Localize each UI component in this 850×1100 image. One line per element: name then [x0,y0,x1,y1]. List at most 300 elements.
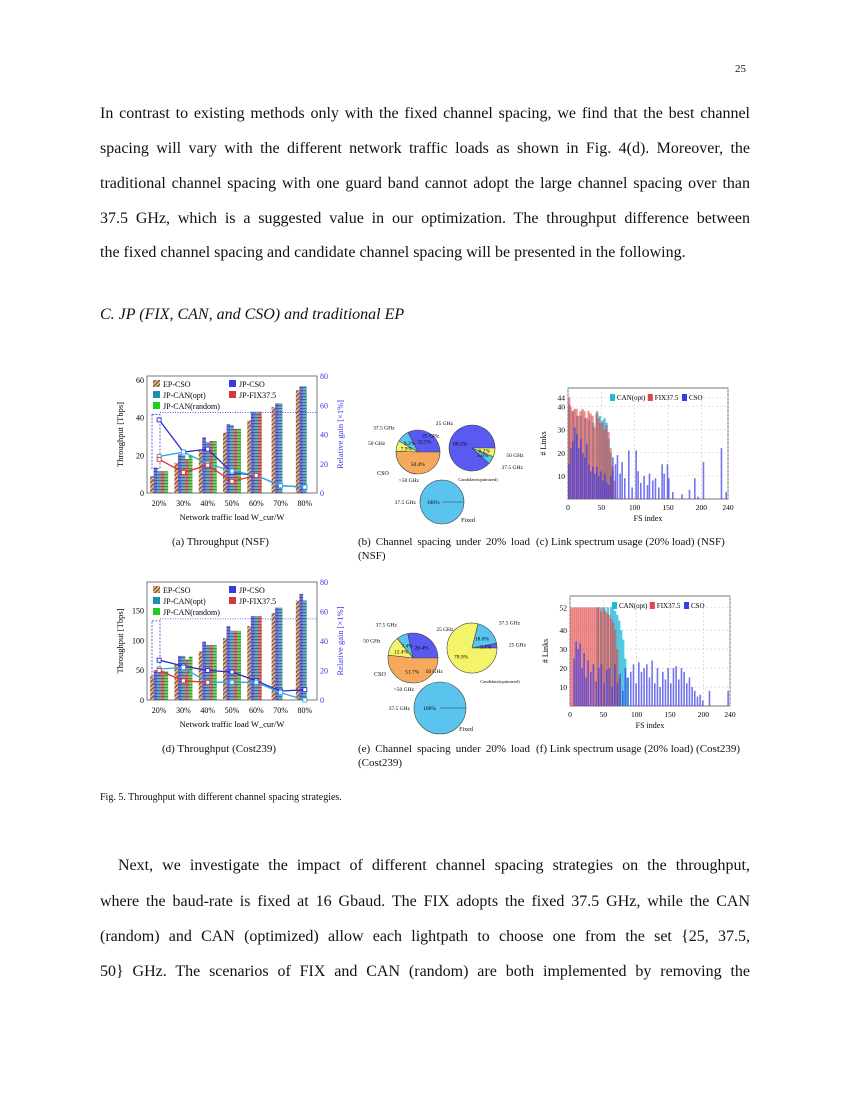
legend-swatch [153,608,160,615]
histogram-bar [633,664,635,706]
text-line: 50} GHz. The scenarios of FIX and CAN (random) are both implemented by removing the [100,963,750,980]
histogram-bar [697,697,699,706]
bar [272,407,276,493]
pie-percent-label: 32.5% [417,439,432,446]
gain-marker [206,447,210,451]
histogram-bar [617,683,619,706]
y-tick-label: 20 [557,448,565,458]
bar-hatch [258,412,262,493]
pie-percent-label: 3.1% [479,644,492,651]
histogram-bar [598,668,600,706]
pie-percent-label: 78.9% [454,654,469,661]
y-tick-label: 50 [136,666,144,676]
bar-hatch [251,412,255,493]
bar [199,651,203,700]
histogram-bar [621,462,623,499]
legend-label: EP-CSO [163,586,191,595]
bar-hatch [258,616,262,700]
gain-marker [230,479,234,483]
y-axis-label: # Links [541,638,550,664]
histogram-bar [625,668,627,706]
histogram-bar [612,457,614,499]
histogram-bar [703,462,705,499]
legend-label: JP-CSO [239,380,265,389]
pie-title: CSO [374,672,386,678]
histogram-bar [727,691,729,706]
histogram-bar [635,683,637,706]
y2-axis-label: Relative gain [×1%] [335,400,345,469]
histogram-bar [725,492,727,499]
x-tick-label: 30% [176,706,191,715]
histogram-bar [610,476,612,499]
section-heading: C. JP (FIX, CAN, and CSO) and traditional EP [100,306,405,323]
histogram-bar [667,668,669,706]
histogram-bar [593,664,595,706]
bar-hatch [234,631,238,700]
x-tick-label: 30% [176,499,191,508]
histogram-bar [575,642,577,706]
subcaption-a: (a) Throughput (NSF) [172,536,269,548]
bar [296,600,300,700]
x-tick-label: 200 [695,503,707,512]
legend-label: FIX37.5 [654,394,679,402]
histogram-bar [627,678,629,706]
pie-percent-label: 7.4% [401,643,413,650]
histogram-bar [651,660,653,706]
x-tick-label: 50 [597,503,606,512]
spectrum-chart-f [541,596,736,730]
text-line: spacing will vary with the different network traffic loads as shown in Fig. 4(d). Moreover, the [100,140,750,157]
x-tick-label: 80% [297,706,313,715]
y-tick-label: 40 [557,402,565,412]
y-tick-label: 30 [559,645,567,655]
gain-marker [279,484,283,488]
y2-tick-label: 40 [320,430,328,440]
bar-hatch [303,600,307,700]
page-number: 25 [735,63,746,75]
bar-hatch [154,468,158,493]
pie-title: Candidate(optimized) [458,477,498,482]
text-line: where the baud-rate is fixed at 16 Gbaud. The FIX adopts the fixed 37.5 GHz, while the CAN [100,893,750,910]
y2-tick-label: 60 [320,401,328,411]
pie-percent-label: 28.4% [414,645,429,652]
legend-swatch [153,597,160,604]
pie-category-label: >50 GHz [393,687,414,693]
histogram-bar [678,679,680,706]
pie-category-label: 50 GHz [506,452,524,459]
pie-percent-label: 12.4% [393,649,409,656]
gain-marker [303,485,307,489]
pie-category-label: 25 GHz [422,433,440,440]
histogram-bar [662,672,664,706]
bar [296,390,300,493]
gain-marker [181,450,185,454]
text-line: 37.5 GHz, which is a suggested value in our optimization. The throughput difference between [100,210,750,227]
histogram-bar [604,474,606,499]
histogram-bar [595,681,597,706]
gain-marker [157,658,161,662]
y2-tick-label: 20 [320,459,328,469]
legend-swatch [229,380,236,387]
text-line: the fixed channel spacing and candidate channel spacing will be presented in the following. [100,244,686,261]
histogram-bar [646,664,648,706]
histogram-bar [658,487,660,499]
legend-label: CAN(opt) [619,602,648,610]
histogram-bar [611,687,613,706]
bar [199,450,203,493]
pie-category-label: 25 GHz [436,627,454,634]
legend-label: FIX37.5 [656,602,681,610]
y2-tick-label: 20 [320,666,328,676]
legend-swatch [684,602,689,609]
histogram-bar [608,485,610,499]
x-tick-label: 0 [566,503,570,512]
legend-swatch [648,394,653,401]
histogram-bar [654,683,656,706]
bar-hatch [275,403,279,493]
legend-swatch [612,602,617,609]
histogram-bar [661,464,663,499]
gain-marker [206,463,210,467]
bar [150,476,154,493]
bar-hatch [178,656,182,700]
legend-label: EP-CSO [163,380,191,389]
histogram-bar [652,481,654,500]
bar-hatch [237,631,241,700]
x-tick-label: 200 [697,710,709,719]
histogram-bar [619,674,621,706]
histogram-bar [587,660,589,706]
figure-caption: Fig. 5. Throughput with different channel spacing strategies. [100,792,342,803]
gain-marker [230,680,234,684]
x-axis-label: FS index [633,514,663,523]
histogram-bar [659,687,661,706]
bar [223,433,227,493]
histogram-bar [649,678,651,706]
histogram-bar [637,471,639,499]
histogram-bar [585,678,587,706]
pie-category-label: 37.5 GHz [373,425,395,432]
gain-marker [181,679,185,683]
pie-shapes [396,425,495,524]
histogram-bar [691,687,693,706]
gain-marker [181,666,185,670]
gain-marker [303,698,307,702]
bar-hatch [213,441,217,493]
bar [174,664,178,700]
histogram-bar [668,478,670,499]
bar-hatch [157,670,161,700]
gain-marker [303,688,307,692]
x-axis-label: Network traffic load W_cur/W [179,512,285,522]
subcaption-d: (d) Throughput (Cost239) [162,743,277,755]
y2-tick-label: 0 [320,489,324,498]
gain-marker [279,691,283,695]
pie-category-label: 37.5 GHz [498,620,521,627]
legend-swatch [153,402,160,409]
bar-hatch [161,471,165,493]
bar-hatch [299,386,303,493]
throughput-chart-a [115,372,345,522]
histogram-bar [686,683,688,706]
histogram-bar [622,691,624,706]
histogram-bar [614,664,616,706]
x-tick-label: 150 [662,503,674,512]
pie-category-label: 37.5 GHz [501,464,523,471]
y-tick-label: 0 [140,696,144,705]
pie-category-label: 50 GHz [425,668,443,675]
histogram-bar [609,668,611,706]
pie-title: Candidate(optimized) [480,679,520,684]
bar [223,638,227,700]
histogram-bar [697,497,699,499]
bar-hatch [254,616,258,700]
histogram-bar [584,457,586,499]
histogram-bar [596,467,598,499]
histogram-bar [601,664,603,706]
histogram-bar [586,444,588,500]
y-tick-label: 20 [136,451,144,461]
pie-percent-label: 100% [426,500,440,506]
x-tick-label: 150 [664,710,676,719]
bar-hatch [237,429,241,493]
x-tick-label: 40% [200,706,216,715]
bar-hatch [299,594,303,700]
legend-label: JP-CAN(random) [163,608,220,617]
gain-marker [206,680,210,684]
legend-swatch [153,586,160,593]
y2-tick-label: 0 [320,696,324,705]
y-tick-label: 40 [136,413,144,423]
pie-category-label: 37.5 GHz [388,706,410,712]
bar-hatch [189,455,193,493]
pie-percent-label: 6.2% [478,448,491,455]
pie-percent-label: 88.2% [453,441,468,448]
legend-swatch [229,597,236,604]
histogram-bar [606,670,608,706]
x-tick-label: 70% [273,499,288,508]
histogram-bar [582,453,584,499]
histogram-bar [709,691,711,706]
histogram-bar [588,464,590,499]
histogram-bar [583,653,585,706]
histogram-bar [672,492,674,499]
histogram-bar [640,483,642,499]
text-line: (random) and CAN (optimized) allow each lightpath to choose one from the set {25, 37.5, [100,928,750,945]
x-axis-label: Network traffic load W_cur/W [179,719,285,729]
y-tick-label: 150 [132,606,144,616]
histogram-bar [641,672,643,706]
text-line: traditional channel spacing with one guard band cannot adopt the large channel spacing over than [100,175,750,192]
pie-category-label: 37.5 GHz [375,622,397,629]
y-tick-label: 60 [136,375,144,385]
histogram-bar [606,483,608,499]
pie-category-label: 25 GHz [435,421,454,428]
legend-swatch [682,394,687,401]
histogram-bar [619,474,621,499]
histogram-bar [568,464,570,499]
histogram-bar [624,478,626,499]
x-tick-label: 60% [248,706,264,715]
x-tick-label: 240 [722,503,734,512]
histogram-bar [638,662,640,706]
x-tick-label: 20% [151,706,167,715]
histogram-bar [602,481,604,500]
gain-marker [157,457,161,461]
pie-percent-label: 100% [423,706,437,712]
y-tick-label: 100 [132,636,144,646]
histogram-bar [581,668,583,706]
pie-percent-label: 7.9% [400,446,413,453]
legend-label: JP-CAN(random) [163,402,220,411]
histogram-bar [573,659,575,706]
gain-marker [230,670,234,674]
pie-percent-label: 51.7% [405,669,420,676]
bar-hatch [165,671,169,700]
histogram-bar [590,471,592,499]
y-tick-label: 30 [557,425,565,435]
x-tick-label: 100 [631,710,643,719]
legend-label: CAN(opt) [617,394,646,402]
histogram-bar [694,691,696,706]
histogram-bar [594,474,596,499]
legend-label: JP-CSO [239,586,265,595]
histogram-bar [702,700,704,706]
histogram-bar [590,672,592,706]
pie-percent-label: 5.6% [476,452,489,459]
y2-tick-label: 40 [320,637,328,646]
histogram-bar [665,679,667,706]
legend-label: JP-FIX37.5 [239,391,277,400]
legend-label: CSO [689,394,703,402]
pie-category-label: 37.5 GHz [394,500,416,506]
bar [247,420,251,493]
bar-hatch [165,471,169,493]
bar-hatch [185,459,189,493]
pie-percent-label: 50.4% [410,462,425,469]
legend-swatch [153,391,160,398]
bar-hatch [157,471,161,493]
y2-tick-label: 80 [320,372,328,381]
histogram-bar [615,464,617,499]
throughput-chart-d [115,578,345,729]
subcaption-f: (f) Link spectrum usage (20% load) (Cost239) [536,743,741,755]
histogram-bar [579,643,581,706]
gain-marker [157,669,161,673]
bar-hatch [154,670,158,700]
pie-percent-label: 18.0% [474,636,490,643]
histogram-bar [655,478,657,499]
pie-title: Fixed [459,727,473,733]
bar-hatch [251,616,255,700]
y-axis-label: Throughput [Tbps] [115,402,125,467]
gain-marker [206,669,210,673]
histogram-bar [699,695,701,706]
histogram-bar [574,427,576,499]
y2-tick-label: 80 [320,578,328,587]
subcaption-b: (b) Channel spacing under 20% load (NSF) [358,536,530,562]
text-line: Next, we investigate the impact of different channel spacing strategies on the throughput, [118,857,750,874]
legend-swatch [229,391,236,398]
bar-hatch [189,656,193,700]
histogram-bar [578,448,580,499]
x-tick-label: 20% [151,499,167,508]
pie-category-label: >50 GHz [398,478,419,484]
legend-swatch [229,586,236,593]
histogram-bar [643,476,645,499]
spectrum-chart-c [539,388,734,523]
y-tick-label: 44 [557,393,565,403]
histogram-bar [603,683,605,706]
x-tick-label: 50% [224,499,240,508]
y-axis-label: Throughput [Tbps] [115,608,125,674]
gain-marker [230,469,234,473]
histogram-bar [572,441,574,499]
histogram-bar [683,672,685,706]
x-tick-label: 100 [629,503,641,512]
x-tick-label: 70% [273,706,288,715]
histogram-bar [592,467,594,499]
x-tick-label: 50 [599,710,608,719]
gain-marker [181,471,185,475]
y-tick-label: 52 [559,603,567,613]
histogram-bar [576,434,578,499]
bar-hatch [275,608,279,700]
bar [150,676,154,700]
text-line: In contrast to existing methods only with the fixed channel spacing, we find that the best channel [100,105,750,122]
pie-title: CSO [377,471,389,477]
histogram-bar [681,494,683,499]
histogram-bar [630,672,632,706]
legend-swatch [650,602,655,609]
histogram-bar [570,448,572,499]
gain-marker [254,473,258,477]
legend-label: JP-CAN(opt) [163,391,206,400]
bar-hatch [279,403,283,493]
x-tick-label: 40% [200,499,216,508]
histogram-bar [649,474,651,499]
histogram-bar [635,450,637,499]
legend-label: CSO [691,602,705,610]
histogram-bar [670,683,672,706]
x-tick-label: 60% [248,499,264,508]
pie-category-label: 50 GHz [363,638,381,645]
x-tick-label: 80% [297,499,313,508]
bar [247,626,251,700]
y-axis-label: # Links [539,431,548,456]
histogram-bar [673,668,675,706]
pie-category-label: 50 GHz [367,440,386,447]
y-tick-label: 40 [559,626,567,636]
histogram-bar [598,476,600,499]
histogram-bar [617,455,619,499]
y2-tick-label: 60 [320,607,328,617]
y-tick-label: 0 [140,489,144,498]
bar-hatch [279,608,283,700]
legend-label: JP-CAN(opt) [163,597,206,606]
bar-hatch [230,631,234,700]
histogram-bar [628,450,630,499]
histogram-bar [631,487,633,499]
histogram-bar [721,448,723,499]
subcaption-e: (e) Channel spacing under 20% load (Cost239) [358,743,530,769]
pie-chart-b [368,421,524,524]
bar-hatch [161,671,165,700]
histogram-bar [580,439,582,499]
pie-percent-label: 9.2% [403,441,416,448]
histogram-bar [689,490,691,499]
histogram-bar [681,668,683,706]
